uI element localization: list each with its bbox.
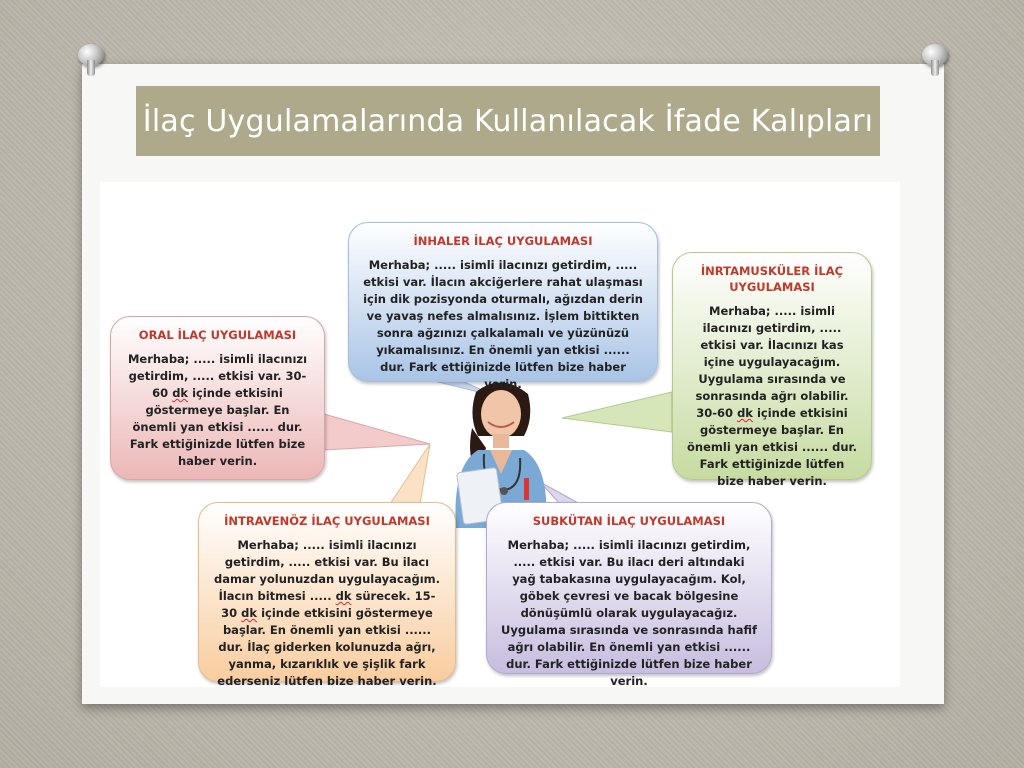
oral-text: Merhaba; ..... isimli ilacınızı getirdim, ..... etkisi var. 30-60 dk içinde etkisini göstermeye başlar. En önemli yan etkisi ...... dur. Fark ettiğinizde lütfen bize haber verin. <box>127 352 308 468</box>
inhaler-text: Merhaba; ..... isimli ilacınızı getirdim, ..... etkisi var. İlacın akciğerlere rahat ulaşması için dik pozisyonda oturmalı, ağızdan derin ve yavaş nefes almalısınız. İşlem bittikten sonra ağzınızı çalkalamalı ve yüzünüzü yıkamalısınız. En önemli yan etkisi ...... dur. Fark ettiğinizde lütfen bize haber verin. <box>363 258 643 391</box>
pushpin-left-icon <box>78 44 104 78</box>
inhaler-heading: İNHALER İLAÇ UYGULAMASI <box>413 234 593 248</box>
intravenous-heading: İNTRAVENÖZ İLAÇ UYGULAMASI <box>224 514 430 528</box>
subcutaneous-bubble <box>486 502 772 688</box>
pushpin-right-icon <box>922 44 948 78</box>
intravenous-bubble <box>198 502 456 688</box>
diagram-canvas <box>100 182 900 687</box>
oral-tail <box>324 414 430 450</box>
inhaler-bubble <box>348 222 658 391</box>
intramuscular-text: Merhaba; ..... isimli ilacınızı getirdim, ..... etkisi var. İlacınızı kas içine uygulayacağım. Uygulama sırasında ve sonrasında ağrı olabilir. 30-60 dk içinde etkisini göstermeye başlar. En önemli yan etkisi ...... dur. Fark ettiğinizde lütfen bize haber verin. <box>687 304 857 488</box>
intramuscular-bubble <box>672 252 872 488</box>
oral-heading: ORAL İLAÇ UYGULAMASI <box>138 328 297 342</box>
oral-bubble <box>110 316 325 480</box>
title-bar <box>136 86 880 156</box>
iv-tail <box>390 444 430 504</box>
page-title: İlaç Uygulamalarında Kullanılacak İfade Kalıpları <box>142 103 874 139</box>
intravenous-text: Merhaba; ..... isimli ilacınızı getirdim, ..... etkisi var. Bu ilacı damar yolunuzdan uygulayacağım. İlacın bitmesi ..... dk sürecek. 15-30 dk içinde etkisini göstermeye başlar. En önemli yan etkisi ...... dur. İlaç giderken kolunuzda ağrı, yanma, kızarıklık ve şişlik fark ederseniz lütfen bize haber verin. <box>214 538 440 688</box>
subcutaneous-heading: SUBKÜTAN İLAÇ UYGULAMASI <box>532 514 726 528</box>
intramuscular-heading: İNRTAMUSKÜLER İLAÇ UYGULAMASI <box>700 264 844 294</box>
im-tail <box>562 392 672 432</box>
subcutaneous-text: Merhaba; ..... isimli ilacınızı getirdim, ..... etkisi var. Bu ilacı deri altındaki yağ tabakasına uygulayacağım. Kol, göbek çevresi ve bacak bölgesine dönüşümlü olarak uygulayacağız. Uygulama sırasında ve sonrasında hafif ağrı olabilir. En önemli yan etkisi ...... dur. Fark ettiğinizde lütfen bize haber verin. <box>501 538 757 688</box>
